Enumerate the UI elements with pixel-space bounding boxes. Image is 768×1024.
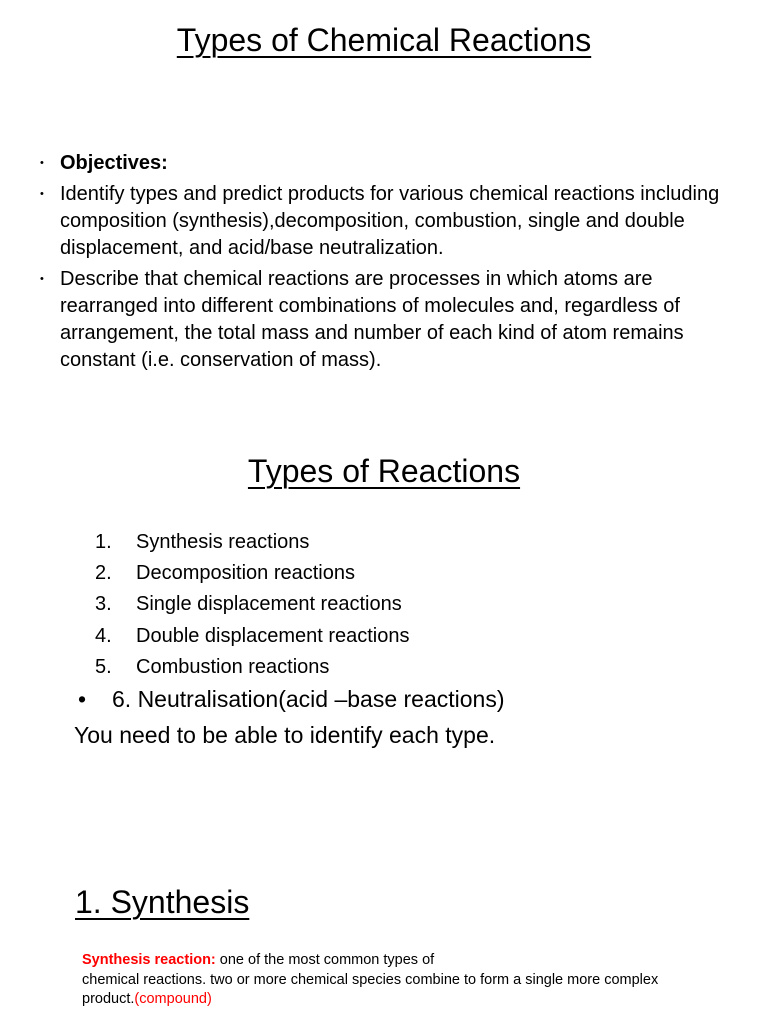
list-item [95,589,410,620]
bullet-icon: • [40,157,44,169]
definition-line1: one of the most common types of [215,952,435,968]
objective-text: Describe that chemical reactions are processes in which atoms are rearranged into different combinations of molecules and, regardless of arrangement, the total mass and number of each kind of atom remains constant (i.e. conservation of mass). [60,268,684,371]
item-label: Decomposition reactions [136,562,355,585]
objectives-list [40,150,740,378]
item-number: 1. [95,531,112,553]
item-label: Single displacement reactions [136,593,402,616]
item-label: Combustion reactions [136,655,330,678]
objectives-label: Objectives: [60,152,168,174]
objectives-heading-item [40,150,740,177]
item-number: 2. [95,562,112,585]
item-label: Synthesis reactions [136,531,310,553]
item-number: 3. [95,593,112,616]
synthesis-term: Synthesis reaction: [82,952,216,968]
bullet-icon: • [78,686,87,712]
synthesis-definition [82,951,702,1010]
synthesis-heading: 1. Synthesis [75,884,250,920]
objective-item [40,266,740,374]
neutralisation-item [78,686,504,713]
item-label: Double displacement reactions [136,624,410,647]
bullet-icon: • [40,273,44,285]
list-item [95,621,410,652]
objective-item [40,181,740,262]
list-item [95,527,410,558]
list-item [95,652,410,683]
compound-note: (compound) [134,991,212,1007]
item-number: 4. [95,624,112,647]
bullet-icon: • [40,188,44,200]
section-title: Types of Reactions [247,453,521,489]
item-number: 5. [95,655,112,678]
neutralisation-text: 6. Neutralisation(acid –base reactions) [112,686,505,712]
reaction-types-list [95,527,410,683]
definition-rest: chemical reactions. two or more chemical species combine to form a single more complex product. [82,971,659,1007]
instruction-text: You need to be able to identify each type. [74,722,496,748]
objective-text: Identify types and predict products for various chemical reactions including composition (synthesis),decomposition, combustion, single and double displacement, and acid/base neutralization. [60,183,720,259]
page-title: Types of Chemical Reactions [176,22,592,58]
list-item [95,558,410,589]
